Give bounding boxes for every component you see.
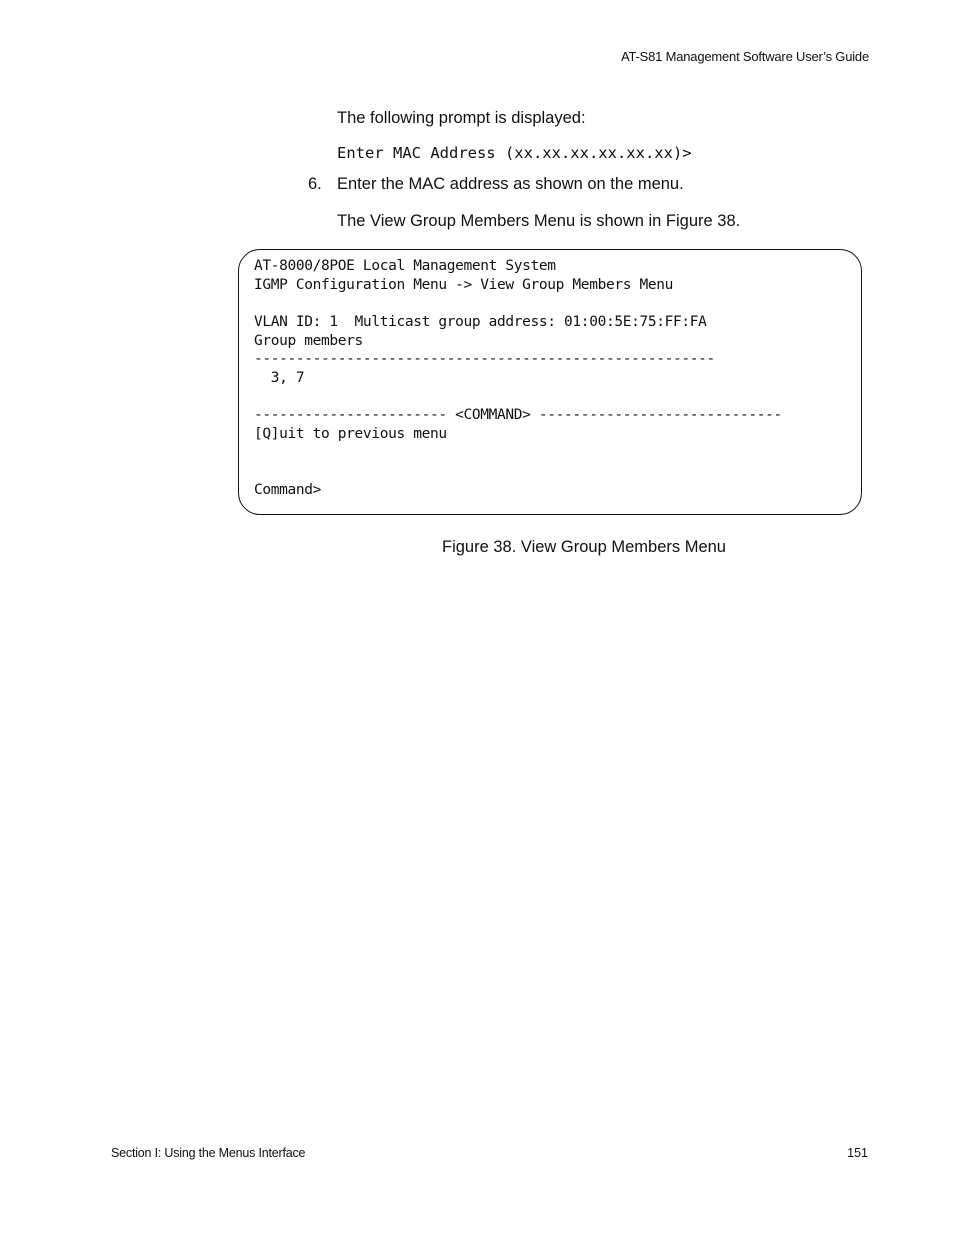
footer-page-number: 151 <box>847 1146 868 1160</box>
terminal-line-group-members-label: Group members <box>254 333 363 349</box>
step-text: Enter the MAC address as shown on the menu. <box>337 175 684 193</box>
prompt-intro-text: The following prompt is displayed: <box>337 109 586 127</box>
terminal-line-menu-path: IGMP Configuration Menu -> View Group Members Menu <box>254 277 673 293</box>
step-number: 6. <box>308 175 322 193</box>
prompt-code: Enter MAC Address (xx.xx.xx.xx.xx.xx)> <box>337 144 692 162</box>
terminal-line-vlan-info: VLAN ID: 1 Multicast group address: 01:00:5E:75:FF:FA <box>254 314 707 330</box>
terminal-line-separator: ------------------------------------------------------- <box>254 351 715 367</box>
result-text: The View Group Members Menu is shown in Figure 38. <box>337 212 741 230</box>
terminal-line-system-title: AT-8000/8POE Local Management System <box>254 258 556 274</box>
terminal-line-members-list: 3, 7 <box>254 370 305 386</box>
footer-section: Section I: Using the Menus Interface <box>111 1146 306 1160</box>
figure-caption: Figure 38. View Group Members Menu <box>442 538 726 556</box>
terminal-line-command-separator: ----------------------- <COMMAND> ----------------------------- <box>254 407 782 423</box>
terminal-line-command-prompt: Command> <box>254 482 322 498</box>
running-header: AT-S81 Management Software User’s Guide <box>621 49 869 64</box>
terminal-line-quit-option: [Q]uit to previous menu <box>254 426 447 442</box>
